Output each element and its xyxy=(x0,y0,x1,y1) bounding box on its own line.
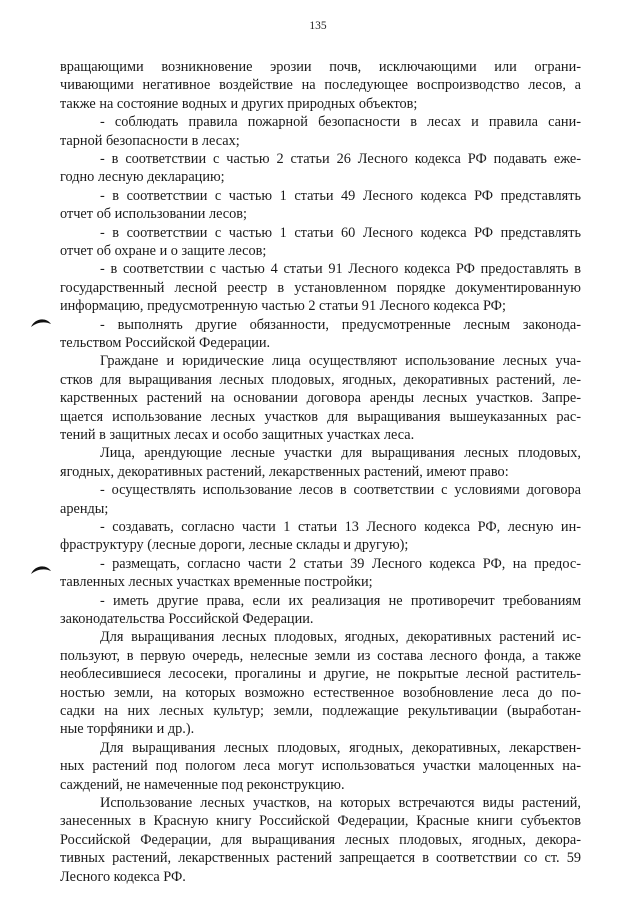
text-line: - иметь другие права, если их реализация не противоречит требованиям xyxy=(100,592,581,609)
binder-hole-mark-bottom xyxy=(30,563,52,575)
text-line: щается использование лесных участков для выращивания вышеуказанных рас- xyxy=(60,408,581,425)
page-number: 135 xyxy=(309,20,327,32)
text-line: - в соответствии с частью 1 статьи 60 Лесного кодекса РФ представлять xyxy=(100,224,581,241)
text-line: отчет об использовании лесов; xyxy=(60,206,248,223)
text-line: - выполнять другие обязанности, предусмотренные лесным законода- xyxy=(100,316,581,333)
text-line: также на состояние водных и других природных объектов; xyxy=(60,95,418,112)
text-line: чивающими негативное воздействие на последующее воспроизводство лесов, а xyxy=(60,77,581,94)
text-line: тарной безопасности в лесах; xyxy=(60,132,240,149)
text-line: - соблюдать правила пожарной безопасности в лесах и правила сани- xyxy=(100,114,581,131)
text-line: аренды; xyxy=(60,500,109,517)
text-line: Граждане и юридические лица осуществляют использование лесных уча- xyxy=(100,353,581,370)
text-line: Для выращивания лесных плодовых, ягодных, декоративных растений ис- xyxy=(100,629,581,646)
text-line: Лица, арендующие лесные участки для выращивания лесных плодовых, xyxy=(100,445,581,462)
text-line: Для выращивания лесных плодовых, ягодных, декоративных, лекарствен- xyxy=(100,739,581,756)
text-line: ные торфяники и др.). xyxy=(60,721,195,738)
text-line: занесенных в Красную книгу Российской Федерации, Красные книги субъектов xyxy=(60,813,581,830)
text-line: годно лесную декларацию; xyxy=(60,169,225,186)
text-line: тавленных лесных участках временные постройки; xyxy=(60,574,373,591)
text-line: законодательства Российской Федерации. xyxy=(60,611,314,627)
text-line: Лесного кодекса РФ. xyxy=(60,868,186,885)
text-line: Российской Федерации, для выращивания лесных плодовых, ягодных, декора- xyxy=(60,831,581,848)
text-line: вращающими возникновение эрозии почв, исключающими или ограни- xyxy=(60,59,581,75)
text-line: - размещать, согласно части 2 статьи 39 Лесного кодекса РФ, на предос- xyxy=(100,555,581,572)
text-line: тивных растений, лекарственных растений запрещается в соответствии со ст. 59 xyxy=(60,850,581,867)
text-line: - в соответствии с частью 1 статьи 49 Лесного кодекса РФ представлять xyxy=(100,187,581,204)
text-line: - в соответствии с частью 2 статьи 26 Лесного кодекса РФ подавать еже- xyxy=(100,151,581,167)
text-line: - создавать, согласно части 1 статьи 13 Лесного кодекса РФ, лесную ин- xyxy=(100,519,581,535)
binder-hole-mark-top xyxy=(30,316,52,328)
text-line: - осуществлять использование лесов в соответствии с условиями договора xyxy=(100,482,581,499)
text-line: стков для выращивания лесных плодовых, ягодных, декоративных растений, ле- xyxy=(60,371,581,388)
text-line: фраструктуру (лесные дороги, лесные склады и другую); xyxy=(60,537,409,554)
text-line: садки на них лесных культур; земли, подлежащие рекультивации (выработан- xyxy=(60,703,581,719)
text-line: - в соответствии с частью 4 статьи 91 Лесного кодекса РФ предоставлять в xyxy=(100,261,581,278)
text-line: государственный лесной реестр в установленном порядке документированную xyxy=(60,279,581,296)
text-line: тельством Российской Федерации. xyxy=(60,335,271,351)
text-line: Использование лесных участков, на которых встречаются виды растений, xyxy=(100,795,581,811)
text-line: ягодных, декоративных растений, лекарственных растений, имеют право: xyxy=(60,463,509,480)
text-line: отчет об охране и о защите лесов; xyxy=(60,243,267,259)
text-line: информацию, предусмотренную частью 2 статьи 91 Лесного кодекса РФ; xyxy=(60,298,506,315)
text-line: тений в защитных лесах и особо защитных участках леса. xyxy=(60,427,415,443)
text-line: саждений, не намеченные под реконструкцию. xyxy=(60,776,345,793)
text-line: необлесившиеся лесосеки, прогалины и другие, не покрытые лесной раститель- xyxy=(60,666,581,683)
text-line: пользуют, в первую очередь, нелесные земли из состава лесного фонда, а также xyxy=(60,647,581,664)
text-line: ных растений под пологом леса могут использоваться участки малоценных на- xyxy=(60,758,581,775)
text-line: карственных растений на основании договора аренды лесных участков. Запре- xyxy=(60,390,581,407)
text-line: ностью земли, на которых возможно естественное возобновление леса до по- xyxy=(60,684,581,701)
